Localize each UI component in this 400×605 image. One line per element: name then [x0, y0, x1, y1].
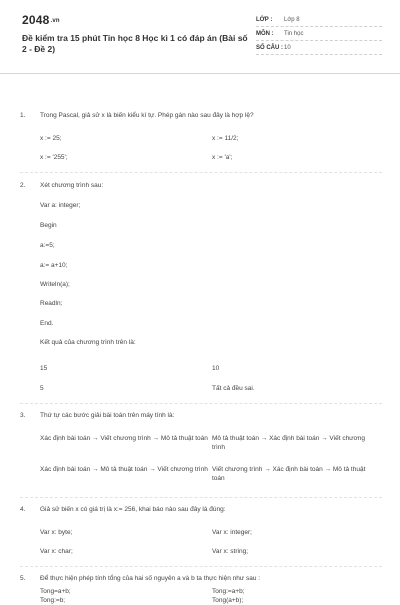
- q4-option-b[interactable]: Var x: integer;: [212, 529, 252, 536]
- q2-option-d[interactable]: Tất cả đều sai.: [212, 385, 255, 392]
- question-number: 1.: [20, 112, 26, 119]
- question-text: Để thực hiện phép tính tổng của hai số nguyên a và b ta thực hiện như sau :: [40, 575, 261, 582]
- question-text: Xét chương trình sau:: [40, 182, 104, 189]
- question-4: [0, 505, 400, 515]
- q1-option-d[interactable]: x := 'a';: [212, 154, 233, 161]
- code-line: Var a: integer;: [40, 202, 81, 209]
- meta-grade: [256, 14, 382, 27]
- question-2: [0, 181, 400, 191]
- q1-option-a[interactable]: x := 25;: [40, 135, 62, 142]
- q1-option-c[interactable]: x := '255';: [40, 154, 68, 161]
- question-number: 2.: [20, 182, 26, 189]
- q5-option-c[interactable]: Tong:=b;: [40, 597, 66, 604]
- code-line: Begin: [40, 222, 57, 229]
- page-header: [0, 0, 400, 74]
- code-line: Readln;: [40, 300, 63, 307]
- question-5: [0, 574, 400, 584]
- meta-subject-value: Tin học: [284, 31, 304, 37]
- code-line: a:= a+10;: [40, 262, 68, 269]
- question-3: [0, 411, 400, 421]
- question-1: [0, 111, 400, 121]
- q2-option-b[interactable]: 10: [212, 365, 220, 372]
- question-divider: [20, 403, 382, 404]
- q3-option-b[interactable]: Mô tả thuật toán → Xác định bài toán → Viết chương trình: [212, 435, 366, 451]
- q4-option-a[interactable]: Var x: byte;: [40, 529, 73, 536]
- q5-option-b[interactable]: Tong:=a+b;: [212, 588, 245, 595]
- question-text: Giả sử biến x có giá trị là x:= 256, khai báo nào sau đây là đúng:: [40, 506, 226, 513]
- q3-option-d[interactable]: Viết chương trình → Xác định bài toán → Mô tả thuật toán: [212, 466, 366, 482]
- q2-option-c[interactable]: 5: [40, 385, 44, 392]
- code-line: a:=5;: [40, 242, 55, 249]
- meta-subject-label: MÔN :: [256, 31, 274, 37]
- question-text: Thứ tự các bước giải bài toán trên máy tính là:: [40, 412, 175, 419]
- question-divider: [20, 497, 382, 498]
- q5-option-a[interactable]: Tong=a+b;: [40, 588, 71, 595]
- document-title: Đề kiểm tra 15 phút Tin học 8 Học kì 1 có đáp án (Bài số 2 - Đề 2): [22, 33, 248, 54]
- meta-subject: [256, 28, 382, 41]
- q3-option-a[interactable]: Xác định bài toán → Viết chương trình → Mô tả thuật toán: [40, 435, 208, 442]
- meta-count-label: SỐ CÂU :: [256, 45, 283, 51]
- question-divider: [20, 566, 382, 567]
- q5-option-d[interactable]: Tong(a+b);: [212, 597, 244, 604]
- question-divider: [20, 172, 382, 173]
- meta-grade-value: Lớp 8: [284, 17, 300, 23]
- question-number: 5.: [20, 575, 26, 582]
- question-number: 4.: [20, 506, 26, 513]
- question-text: Trong Pascal, giả sử x là biến kiểu kí tự. Phép gán nào sau đây là hợp lệ?: [40, 112, 254, 119]
- site-logo[interactable]: 2048.vn: [22, 13, 60, 27]
- code-line: End.: [40, 320, 54, 327]
- q4-option-d[interactable]: Var x: string;: [212, 548, 249, 555]
- meta-question-count: [256, 42, 382, 55]
- q1-option-b[interactable]: x := 11/2;: [212, 135, 239, 142]
- code-line: Writeln(a);: [40, 281, 70, 288]
- q4-option-c[interactable]: Var x: char;: [40, 548, 73, 555]
- q2-option-a[interactable]: 15: [40, 365, 48, 372]
- q3-option-c[interactable]: Xác định bài toán → Mô tả thuật toán → Viết chương trình: [40, 466, 208, 473]
- meta-count-value: 10: [284, 45, 291, 51]
- question-number: 3.: [20, 412, 26, 419]
- question-prompt: Kết quả của chương trình trên là:: [40, 339, 136, 346]
- meta-grade-label: LỚP :: [256, 17, 273, 23]
